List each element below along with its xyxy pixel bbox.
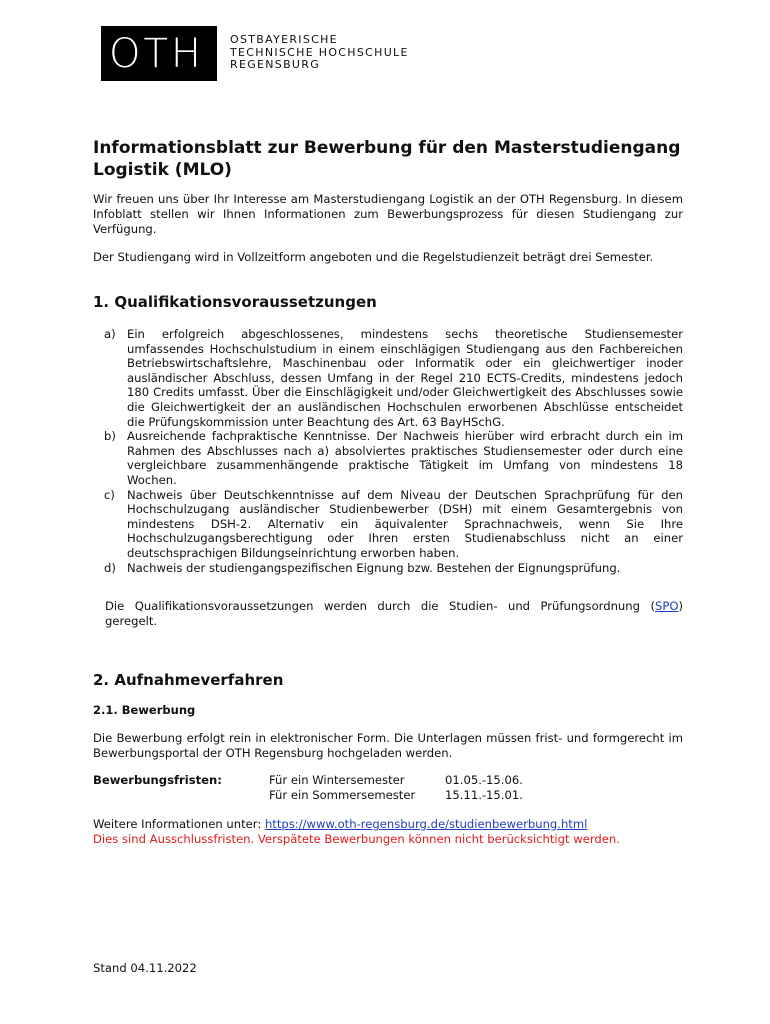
regulation-note	[105, 599, 683, 629]
application-portal-link[interactable]: https://www.oth-regensburg.de/studienbewerbung.html	[264, 817, 588, 831]
subsection-2-1-heading: 2.1. Bewerbung	[93, 703, 196, 717]
winter-term-dates: 01.05.-15.06.	[445, 773, 523, 787]
section-1-heading: 1. Qualifikationsvoraussetzungen	[93, 293, 377, 311]
intro-paragraph: Wir freuen uns über Ihr Interesse am Masterstudiengang Logistik an der OTH Regensburg. In diesem Infoblatt stellen wir Ihnen Informationen zum Bewerbungsprozess für diesen Studiengang zur Verfügung.	[93, 192, 683, 236]
note-text-before: Die Qualifikationsvoraussetzungen werden durch die Studien- und Prüfungsordnung (	[105, 599, 655, 613]
deadline-row-summer	[93, 788, 683, 803]
summer-term-dates: 15.11.-15.01.	[445, 788, 523, 802]
list-marker: c)	[104, 487, 115, 502]
summer-term-label: Für ein Sommersemester	[269, 788, 416, 802]
spo-link[interactable]: SPO	[654, 599, 679, 613]
list-item-text: Nachweis der studiengangspezifischen Eignung bzw. Bestehen der Eignungsprüfung.	[127, 560, 621, 575]
list-item	[93, 488, 683, 561]
logo-wordmark: OTH	[109, 31, 204, 77]
deadlines-label: Bewerbungsfristen:	[93, 773, 222, 787]
more-info-line	[93, 817, 713, 832]
list-item-text: Nachweis über Deutschkenntnisse auf dem Niveau der Deutschen Sprachprüfung für den Hochschulzugang ausländischer Studienbewerber (DSH) mit einem Gesamtergebnis von mindestens DSH-2. Alternativ ein äquivalenter Sprachnachweis, wenn Sie Ihre Hochschulzugangsberechtigung oder Ihren ersten Studienabschluss nicht an einer deutschsprachigen Bildungseinrichtung erworben haben.	[127, 487, 683, 560]
institution-line-2: TECHNISCHE HOCHSCHULE	[230, 45, 409, 59]
document-date: Stand 04.11.2022	[93, 961, 197, 975]
note-text-after: ) geregelt.	[105, 599, 683, 628]
deadline-row-winter	[93, 773, 683, 788]
oth-logo	[101, 26, 217, 81]
application-deadlines	[93, 773, 683, 803]
list-item	[93, 327, 683, 429]
more-info	[93, 817, 713, 847]
qualification-list	[93, 327, 683, 575]
list-marker: b)	[104, 429, 116, 444]
list-marker: a)	[104, 327, 116, 341]
application-paragraph: Die Bewerbung erfolgt rein in elektronischer Form. Die Unterlagen müssen frist- und formgerecht im Bewerbungsportal der OTH Regensburg hochgeladen werden.	[93, 731, 683, 760]
deadline-warning: Dies sind Ausschlussfristen. Verspätete Bewerbungen können nicht berücksichtigt werden.	[93, 832, 620, 846]
institution-name	[230, 34, 409, 72]
list-marker: d)	[104, 560, 116, 575]
winter-term-label: Für ein Wintersemester	[269, 773, 405, 787]
institution-line-3: REGENSBURG	[230, 58, 321, 71]
more-info-prefix: Weitere Informationen unter:	[93, 817, 265, 831]
fulltime-paragraph: Der Studiengang wird in Vollzeitform angeboten und die Regelstudienzeit beträgt drei Semester.	[93, 250, 654, 264]
list-item	[93, 429, 683, 487]
list-item	[93, 561, 683, 576]
list-item-text: Ausreichende fachpraktische Kenntnisse. Der Nachweis hierüber wird erbracht durch ein im Rahmen des Abschlusses nach a) absolviertes praktisches Studiensemester oder durch eine vergleichbare zusammenhängende praktische Tätigkeit im Umfang von mindestens 18 Wochen.	[127, 429, 683, 487]
section-2-heading: 2. Aufnahmeverfahren	[93, 671, 284, 689]
list-item-text: Ein erfolgreich abgeschlossenes, mindestens sechs theoretische Studiensemester umfassendes Hochschulstudium in einem einschlägigen Studiengang aus den Fachbereichen Betriebswirtschaftslehre, Maschinenbau oder Informatik oder ein gleichwertiger inoder ausländischer Abschluss, dessen Umfang in der Regel 210 ECTS-Credits, mindestens jedoch 180 Credits umfasst. Über die Einschlägigkeit und/oder Gleichwertigkeit des Abschlusses sowie die Gleichwertigkeit der an ausländischen Hochschulen erworbenen Abschlüsse entscheidet die Prüfungskommission unter Beachtung des Art. 63 BayHSchG.	[127, 327, 683, 429]
institution-line-1: OSTBAYERISCHE	[230, 33, 338, 46]
document-title: Informationsblatt zur Bewerbung für den Masterstudiengang Logistik (MLO)	[93, 138, 681, 180]
